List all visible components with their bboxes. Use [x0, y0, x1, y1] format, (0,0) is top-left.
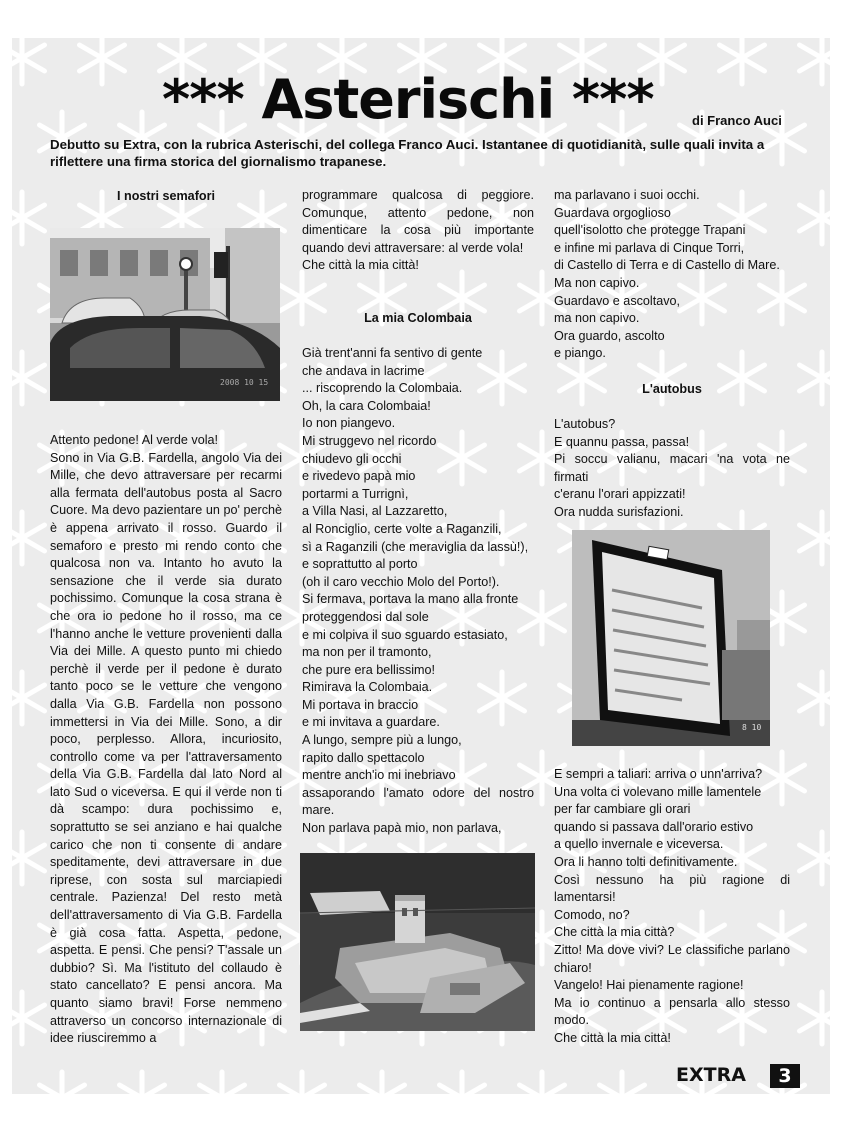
- poem-line: Pi soccu valianu, macari 'na vota ne firmati: [554, 452, 790, 484]
- article-semafori-body: [50, 432, 282, 1048]
- poem-line: Io non piangevo.: [302, 416, 396, 431]
- poem-line: Non parlava papà mio, non parlava,: [302, 821, 502, 836]
- article-paragraph: Sono in Via G.B. Fardella, angolo Via dei Mille, che devo attraversare per recarmi alla fermata dell'autobus posta al Sacro Cuore. Ma devo pazientare un po' perchè è appena arrivato il rosso. Guardo il semaforo e presto mi rendo conto che qualcosa non va. Intanto ho avuto la sensazione che il verde sia durato pochissimo. Comunque la cosa strana è che ora io pedone ho il rosso, ma ce l'hanno anche le vetture provenienti dalla Via dei Mille. A questo punto mi chiedo perchè il verde per il pedone è durato tanto poco se le vetture che vengono dalla Via G.B. Fardella non possono immettersi in Via dei Mille. Sono, a dir poco, perplesso. Allora, incuriosito, controllo come va per l'attraversamento della Via G.B. Fardella dal lato Nord al lato Sud o viceversa. E qui il verde non ti dà scampo: dura pochissimo e, soprattutto se sei anziano e hai qualche carico che non ti consente di andare speditamente, devi attraversare in due riprese, con sosta sul marciapiedi centrale. Pazienza! Del resto metà dell'attraversamento di Via G.B. Fardella è già cosa fatta. Aspetta, pedone, aspetta. E pensi. Che pensi? T'assale un dubbio? Sì. Ma l'istituto del collaudo è stato cancellato? E pensi ancora. Ma quanto siamo bravi! Forse nemmeno attraverso un concorso internazionale di idee riusciremmo a: [50, 450, 282, 1046]
- poem-line: e infine mi parlava di Cinque Torri,: [554, 240, 745, 255]
- intro-paragraph: Debutto su Extra, con la rubrica Asterischi, del collega Franco Auci. Istantanee di quotidianità, sulle quali invita a riflettere una firma storica del giornalismo trapanese.: [50, 137, 765, 169]
- poem-line: Ma io continuo a pensarla allo stesso modo.: [554, 995, 790, 1028]
- poem-line: Vangelo! Hai pienamente ragione!: [554, 978, 744, 993]
- colombaia-castle-photo: [300, 853, 535, 1031]
- poem-line: e rivedevo papà mio: [302, 469, 416, 484]
- poem-line: e mi colpiva il suo sguardo estasiato,: [302, 627, 508, 642]
- poem-line: Ora nudda surisfazioni.: [554, 504, 684, 519]
- page-number: 3: [770, 1064, 800, 1088]
- bus-stop-sign-photo: [572, 530, 770, 746]
- poem-line: e piango.: [554, 346, 606, 361]
- poem-line: per far cambiare gli orari: [554, 802, 691, 817]
- poem-line: ma non capivo.: [554, 311, 640, 326]
- poem-line: ... riscoprendo la Colombaia.: [302, 381, 463, 396]
- poem-line: che pure era bellissimo!: [302, 662, 435, 677]
- poem-line: Ora li hanno tolti definitivamente.: [554, 854, 738, 869]
- article-colombaia-body: [302, 345, 534, 838]
- poem-line: Comodo, no?: [554, 907, 630, 922]
- poem-line: a quello invernale e viceversa.: [554, 837, 724, 852]
- poem-line: Che città la mia città?: [554, 925, 675, 940]
- poem-line: Rimirava la Colombaia.: [302, 680, 433, 695]
- page-title: *** Asterischi ***: [162, 68, 654, 131]
- poem-line: rapito dallo spettacolo: [302, 750, 425, 765]
- poem-line: che andava in lacrime: [302, 363, 425, 378]
- poem-line: Ora guardo, ascolto: [554, 328, 665, 343]
- poem-line: proteggendosi dal sole: [302, 609, 429, 624]
- article-heading-colombaia: La mia Colombaia: [364, 311, 472, 325]
- svg-text:2008 10 15: 2008 10 15: [220, 378, 269, 387]
- article-semafori-continuation: [302, 187, 534, 275]
- poem-line: c'eranu l'orari appizzati!: [554, 487, 686, 502]
- poem-line: Oh, la cara Colombaia!: [302, 398, 431, 413]
- poem-line: di Castello di Terra e di Castello di Mare.: [554, 258, 780, 273]
- svg-text:8 10: 8 10: [742, 723, 762, 732]
- poem-line: Così nessuno ha più ragione di lamentarsi!: [554, 872, 790, 905]
- article-colombaia-continuation: [554, 187, 790, 363]
- poem-line: E sempri a taliari: arriva o unn'arriva?: [554, 767, 763, 781]
- poem-line: ma parlavano i suoi occhi.: [554, 188, 700, 202]
- poem-line: mentre anch'io mi inebriavo: [302, 768, 456, 783]
- poem-line: portarmi a Turrignì,: [302, 486, 409, 501]
- poem-line: Si fermava, portava la mano alla fronte: [302, 592, 519, 607]
- magazine-page: [12, 38, 830, 1094]
- street-traffic-light-photo: [50, 228, 280, 401]
- poem-line: Che città la mia città!: [554, 1030, 671, 1045]
- poem-line: (oh il caro vecchio Molo del Porto!).: [302, 574, 500, 589]
- article-autobus-body-continued: [554, 766, 790, 1048]
- poem-line: Ma non capivo.: [554, 275, 640, 290]
- poem-line: L'autobus?: [554, 417, 616, 431]
- poem-line: assaporando l'amato odore del nostro mare.: [302, 785, 534, 818]
- poem-line: al Ronciglio, certe volte a Raganzili,: [302, 521, 502, 536]
- article-autobus-body: [554, 416, 790, 522]
- poem-line: Zitto! Ma dove vivi? Le classifiche parlano chiaro!: [554, 942, 790, 975]
- poem-line: sì a Raganzili (che meraviglia da lassù!),: [302, 539, 529, 554]
- poem-line: E quannu passa, passa!: [554, 434, 690, 449]
- poem-line: quando si passava dall'orario estivo: [554, 819, 754, 834]
- poem-line: quell'isolotto che protegge Trapani: [554, 223, 746, 238]
- poem-line: a Villa Nasi, al Lazzaretto,: [302, 504, 448, 519]
- poem-line: Mi struggevo nel ricordo: [302, 433, 437, 448]
- poem-line: Guardava orgoglioso: [554, 205, 671, 220]
- article-heading-semafori: I nostri semafori: [117, 189, 215, 203]
- poem-line: e soprattutto al porto: [302, 557, 418, 572]
- article-paragraph: Attento pedone! Al verde vola!: [50, 433, 219, 447]
- poem-line: chiudevo gli occhi: [302, 451, 402, 466]
- article-paragraph: programmare qualcosa di peggiore. Comunque, attento pedone, non dimenticare la cosa più importante quando devi attraversare: al verde vola!: [302, 188, 534, 255]
- article-heading-autobus: L'autobus: [642, 382, 702, 396]
- magazine-name: EXTRA: [676, 1064, 746, 1086]
- poem-line: A lungo, sempre più a lungo,: [302, 733, 462, 748]
- poem-line: Mi portava in braccio: [302, 697, 419, 712]
- poem-line: Guardavo e ascoltavo,: [554, 293, 681, 308]
- poem-line: Già trent'anni fa sentivo di gente: [302, 346, 483, 360]
- poem-line: Una volta ci volevano mille lamentele: [554, 784, 762, 799]
- author-byline: di Franco Auci: [692, 113, 782, 128]
- poem-line: ma non per il tramonto,: [302, 645, 432, 660]
- poem-line: e mi invitava a guardare.: [302, 715, 440, 730]
- article-closing: Che città la mia città!: [302, 258, 419, 273]
